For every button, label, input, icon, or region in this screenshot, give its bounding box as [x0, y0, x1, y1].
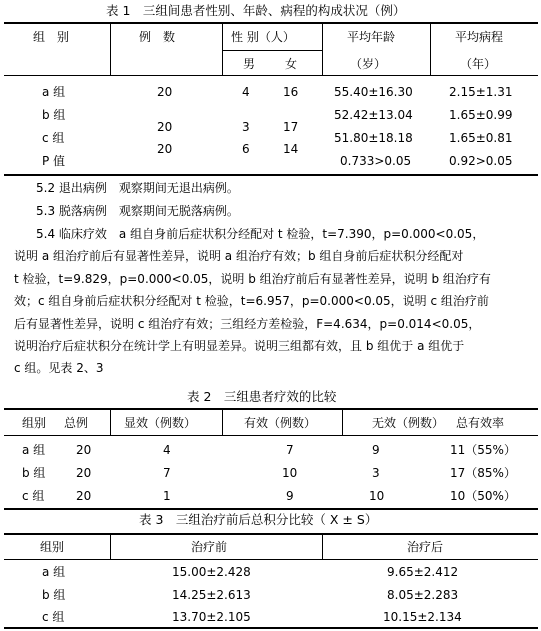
table1-header-age-unit: （岁） — [350, 57, 387, 71]
table1-cell-female: 16 — [283, 85, 299, 99]
table3-cell-group: c 组 — [42, 610, 65, 624]
table2-top-rule — [4, 408, 538, 410]
table2-header-total: 总例 — [64, 416, 89, 430]
table3-cell-before: 14.25±2.613 — [172, 588, 251, 602]
table1-cell-male: 4 — [242, 85, 250, 99]
table2-header-effective: 有效（例数） — [244, 416, 317, 430]
table1-header-age: 平均年龄 — [347, 30, 396, 44]
table2-header-rate: 总有效率 — [456, 416, 505, 430]
table1-header-group: 组 别 — [33, 30, 70, 44]
table1-cell-female: 14 — [283, 142, 299, 156]
table2-vline — [222, 409, 223, 435]
text-line: 说明治疗后症状积分在统计学上有明显差异。说明三组都有效，且 b 组优于 a 组优于 — [14, 339, 465, 354]
table1-cell-male: 6 — [242, 142, 250, 156]
table2-cell-rate: 17（85%） — [450, 466, 516, 480]
table2-cell-marked: 1 — [163, 489, 171, 503]
text-line: 5.4 临床疗效 a 组自身前后症状积分经配对 t 检验，t=7.390，p=0.000<0.05， — [36, 227, 485, 241]
text-line: c 组。见表 2、3 — [14, 361, 104, 376]
table1-vline — [110, 23, 111, 75]
table2-cell-invalid: 10 — [369, 489, 385, 503]
table3-cell-group: a 组 — [42, 565, 66, 579]
table3-header-before: 治疗前 — [191, 540, 228, 554]
table2-cell-invalid: 9 — [372, 443, 380, 457]
text-line: 效；c 组自身前后症状积分经配对 t 检验，t=6.957，p=0.000<0.05，说明 c 组治疗前 — [14, 294, 489, 309]
table2-cell-rate: 10（50%） — [450, 489, 516, 503]
table2-bottom-rule — [4, 508, 538, 510]
table1-sex-rule — [222, 50, 322, 51]
table1-cell-female: 17 — [283, 120, 299, 134]
table2-header-rule — [4, 435, 538, 436]
table2-header-group: 组别 — [22, 416, 47, 430]
table1-cell-age: 51.80±18.18 — [334, 131, 413, 145]
table3-vline — [110, 534, 111, 559]
table1-bottom-rule — [4, 174, 538, 176]
table2-cell-total: 20 — [76, 466, 92, 480]
table1-cell-cases: 20 — [157, 120, 173, 134]
table1-cell-course: 1.65±0.81 — [449, 131, 513, 145]
table1-cell-age: 52.42±13.04 — [334, 108, 413, 122]
table3-top-rule — [4, 533, 538, 535]
table1-vline — [222, 23, 223, 75]
table1-header-course: 平均病程 — [455, 30, 504, 44]
table3-caption: 表 3 三组治疗前后总积分比较（ X ± S） — [139, 512, 378, 527]
table2-cell-rate: 11（55%） — [450, 443, 516, 457]
table1-top-rule — [4, 22, 538, 24]
text-line: 说明 a 组治疗前后有显著性差异，说明 a 组治疗有效；b 组自身前后症状积分经配对 — [14, 249, 464, 264]
paragraph-withdrawal: 5.2 退出病例 观察期间无退出病例。 — [36, 181, 239, 195]
table2-caption: 表 2 三组患者疗效的比较 — [187, 389, 337, 404]
table1-header-sex: 性 别（人） — [231, 30, 295, 44]
table2-cell-group: a 组 — [22, 443, 46, 457]
table1-cell-course: 1.65±0.99 — [449, 108, 513, 122]
table1-cell-group: P 值 — [42, 154, 66, 168]
table2-cell-total: 20 — [76, 489, 92, 503]
paragraph-dropout: 5.3 脱落病例 观察期间无脱落病例。 — [36, 204, 239, 218]
table1-cell-age: 0.733>0.05 — [340, 154, 412, 168]
table3-header-after: 治疗后 — [407, 540, 444, 554]
table3-cell-before: 15.00±2.428 — [172, 565, 251, 579]
paragraph-clinical-efficacy — [14, 223, 534, 380]
table2-cell-invalid: 3 — [372, 466, 380, 480]
table1-header-male: 男 — [243, 57, 256, 71]
table3-header-rule — [4, 559, 538, 560]
table3-cell-after: 8.05±2.283 — [387, 588, 459, 602]
table2-header-marked: 显效（例数） — [124, 416, 197, 430]
table1-header-rule — [4, 75, 538, 76]
table1-cell-group: b 组 — [42, 108, 66, 122]
table3-bottom-rule — [4, 627, 538, 629]
table1-header-female: 女 — [285, 57, 298, 71]
table1-vline — [430, 23, 431, 75]
table2-vline — [110, 409, 111, 435]
table2-cell-effective: 7 — [286, 443, 294, 457]
table1-cell-group: c 组 — [42, 131, 65, 145]
table3-header-group: 组别 — [40, 540, 65, 554]
table1-vline — [322, 23, 323, 75]
table1-cell-age: 55.40±16.30 — [334, 85, 413, 99]
text-line: 后有显著性差异，说明 c 组治疗有效；三组经方差检验，F=4.634，p=0.014<0.05， — [14, 316, 481, 331]
table1-cell-course: 2.15±1.31 — [449, 85, 513, 99]
table3-cell-group: b 组 — [42, 588, 66, 602]
table1-cell-cases: 20 — [157, 142, 173, 156]
table1-cell-male: 3 — [242, 120, 250, 134]
text-line: t 检验，t=9.829，p=0.000<0.05，说明 b 组治疗前后有显著性差异，说明 b 组治疗有 — [14, 271, 491, 286]
table2-vline — [342, 409, 343, 435]
table2-cell-marked: 7 — [163, 466, 171, 480]
table2-cell-total: 20 — [76, 443, 92, 457]
table1-header-cases: 例 数 — [139, 30, 176, 44]
table1-cell-cases: 20 — [157, 85, 173, 99]
table2-cell-group: c 组 — [22, 489, 45, 503]
table2-cell-marked: 4 — [163, 443, 171, 457]
table2-cell-effective: 9 — [286, 489, 294, 503]
table2-cell-effective: 10 — [282, 466, 298, 480]
table1-caption: 表 1 三组间患者性别、年龄、病程的构成状况（例） — [106, 3, 406, 18]
table3-cell-after: 10.15±2.134 — [383, 610, 462, 624]
table1-cell-group: a 组 — [42, 85, 66, 99]
table2-header-invalid: 无效（例数） — [372, 416, 445, 430]
table3-cell-after: 9.65±2.412 — [387, 565, 459, 579]
table1-cell-course: 0.92>0.05 — [449, 154, 513, 168]
table3-cell-before: 13.70±2.105 — [172, 610, 251, 624]
table2-cell-group: b 组 — [22, 466, 46, 480]
table1-header-course-unit: （年） — [460, 57, 497, 71]
table3-vline — [322, 534, 323, 559]
